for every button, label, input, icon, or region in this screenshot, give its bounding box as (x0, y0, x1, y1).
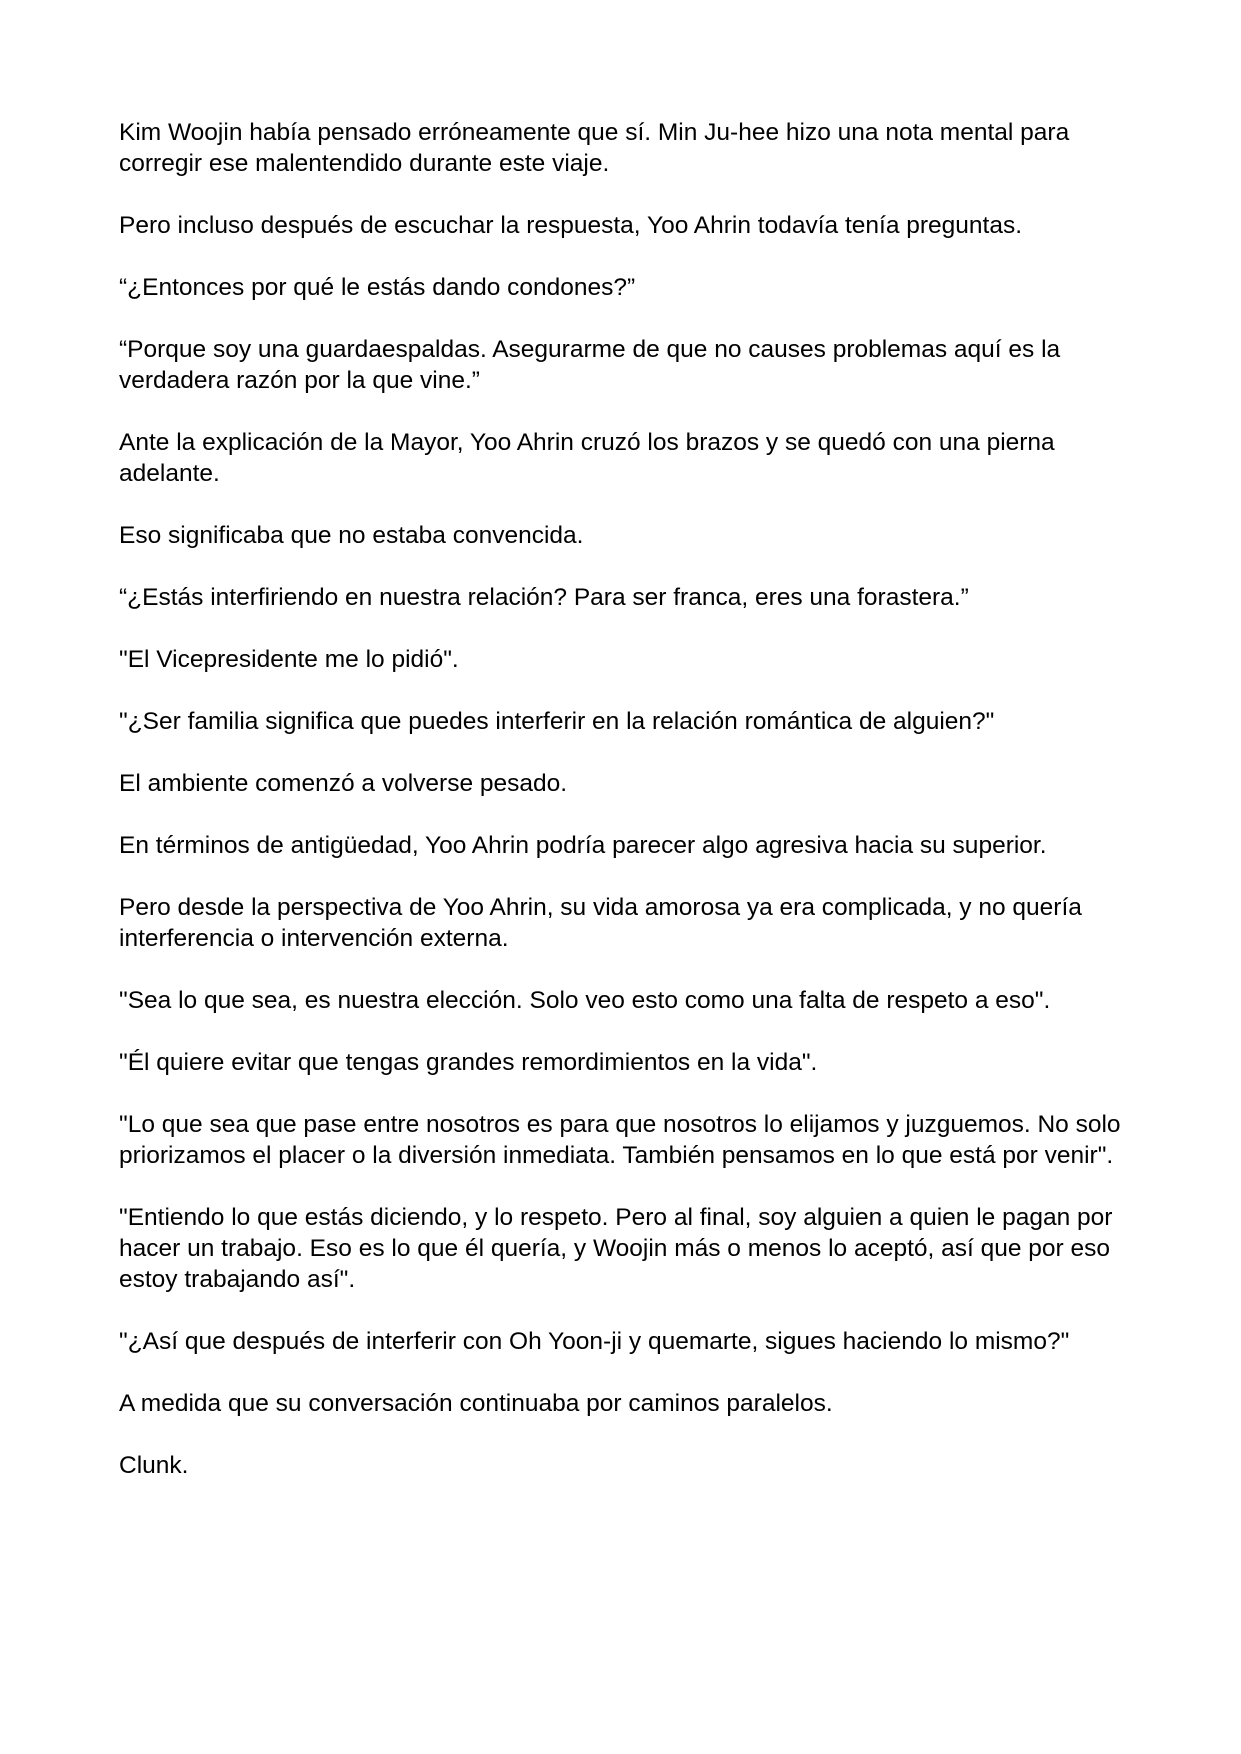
paragraph: "Entiendo lo que estás diciendo, y lo respeto. Pero al final, soy alguien a quien le pagan por hacer un trabajo. Eso es lo que él quería, y Woojin más o menos lo aceptó, así que por eso estoy trabajando así". (119, 1204, 1113, 1293)
paragraph: "Lo que sea que pase entre nosotros es para que nosotros lo elijamos y juzguemos. No solo priorizamos el placer o la diversión inmediata. También pensamos en lo que está por venir". (119, 1111, 1121, 1169)
paragraph: El ambiente comenzó a volverse pesado. (119, 770, 568, 797)
paragraph: “¿Entonces por qué le estás dando condones?” (119, 274, 636, 301)
paragraph: Pero incluso después de escuchar la respuesta, Yoo Ahrin todavía tenía preguntas. (119, 212, 1023, 239)
paragraph: Kim Woojin había pensado erróneamente que sí. Min Ju-hee hizo una nota mental para corregir ese malentendido durante este viaje. (119, 119, 1070, 177)
paragraph: Pero desde la perspectiva de Yoo Ahrin, su vida amorosa ya era complicada, y no quería interferencia o intervención externa. (119, 894, 1082, 952)
paragraph: A medida que su conversación continuaba por caminos paralelos. (119, 1390, 833, 1417)
paragraph: Clunk. (119, 1452, 189, 1479)
paragraph: Ante la explicación de la Mayor, Yoo Ahrin cruzó los brazos y se quedó con una pierna adelante. (119, 429, 1055, 487)
paragraph: Eso significaba que no estaba convencida. (119, 522, 584, 549)
paragraph: "¿Ser familia significa que puedes interferir en la relación romántica de alguien?" (119, 708, 995, 735)
paragraph: "¿Así que después de interferir con Oh Yoon-ji y quemarte, sigues haciendo lo mismo?" (119, 1328, 1070, 1355)
document-body (119, 117, 1129, 1512)
paragraph: "Sea lo que sea, es nuestra elección. Solo veo esto como una falta de respeto a eso". (119, 987, 1051, 1014)
paragraph: "El Vicepresidente me lo pidió". (119, 646, 459, 673)
paragraph: "Él quiere evitar que tengas grandes remordimientos en la vida". (119, 1049, 818, 1076)
paragraph: En términos de antigüedad, Yoo Ahrin podría parecer algo agresiva hacia su superior. (119, 832, 1047, 859)
paragraph: “¿Estás interfiriendo en nuestra relación? Para ser franca, eres una forastera.” (119, 584, 969, 611)
paragraph: “Porque soy una guardaespaldas. Asegurarme de que no causes problemas aquí es la verdadera razón por la que vine.” (119, 336, 1061, 394)
